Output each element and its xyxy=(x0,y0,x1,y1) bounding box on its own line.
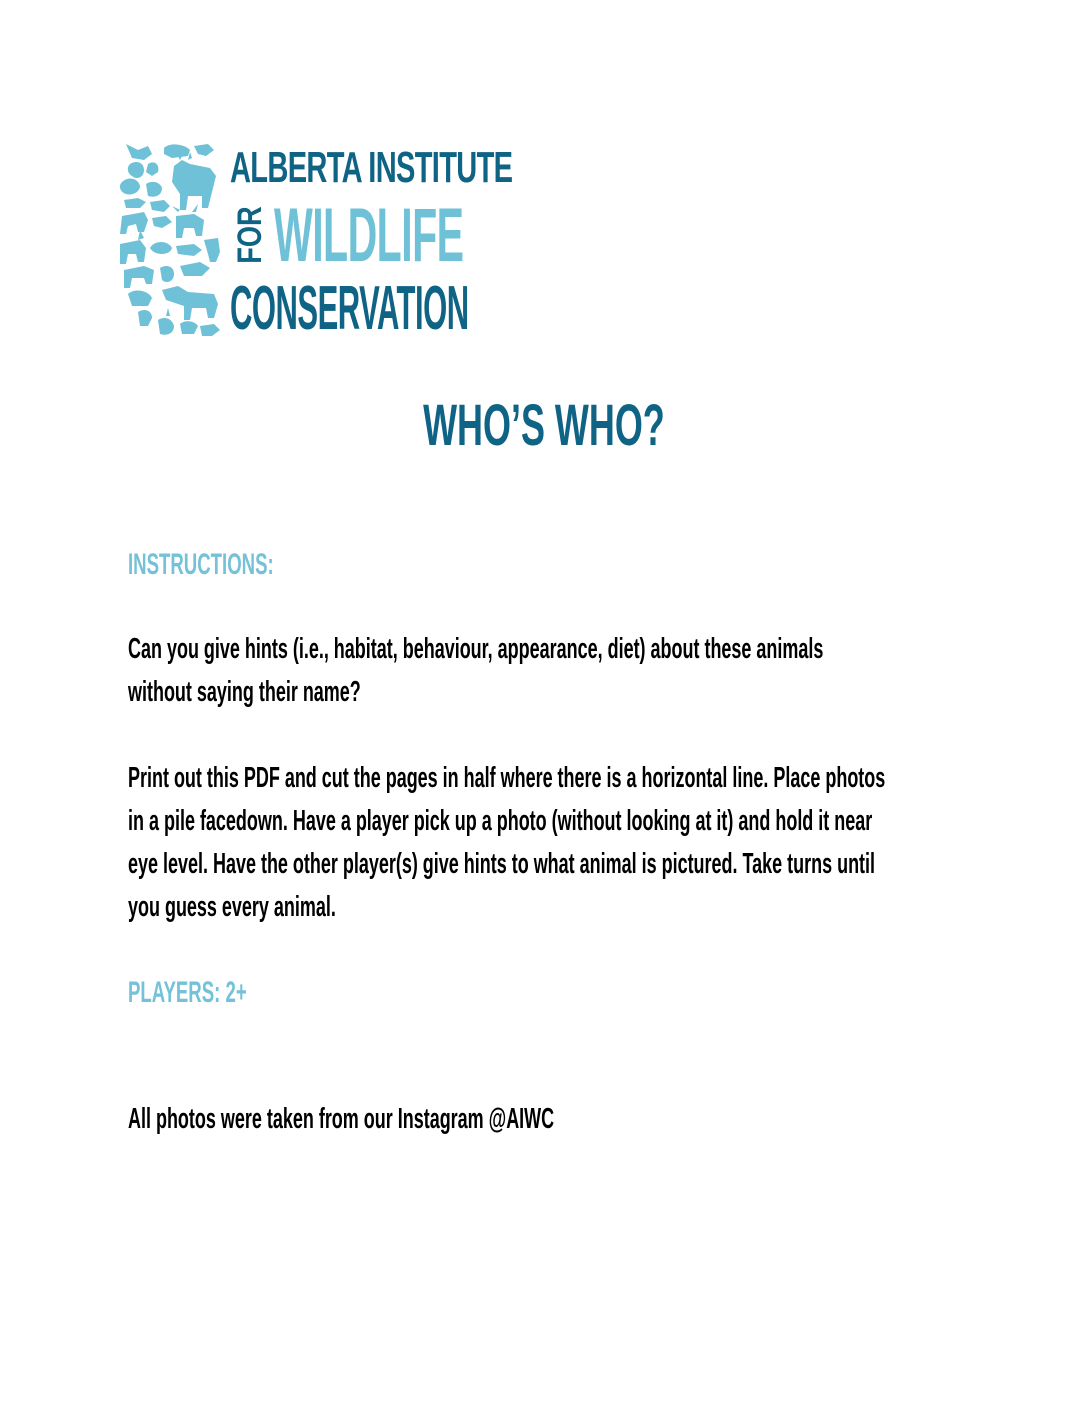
paragraph-line: in a pile facedown. Have a player pick up a photo (without looking at it) and hold it near xyxy=(128,805,873,837)
instructions-heading: INSTRUCTIONS: xyxy=(128,548,274,581)
paragraph-line: you guess every animal. xyxy=(128,891,336,923)
logo-line-conservation: CONSERVATION xyxy=(230,274,469,343)
logo-line-for xyxy=(232,202,272,272)
credit-text: All photos were taken from our Instagram @AIWC xyxy=(128,1103,555,1135)
page-title-text: WHO’S WHO? xyxy=(423,393,665,458)
instructions-paragraph-1 xyxy=(128,628,953,714)
animal-silhouettes-icon xyxy=(118,140,222,338)
credit-line xyxy=(128,1098,953,1141)
paragraph-line: eye level. Have the other player(s) give hints to what animal is pictured. Take turns until xyxy=(128,848,876,880)
logo-wordmark xyxy=(230,140,520,343)
page-title xyxy=(0,394,1088,458)
paragraph-line: Print out this PDF and cut the pages in half where there is a horizontal line. Place photos xyxy=(128,762,886,794)
paragraph-line: without saying their name? xyxy=(128,676,361,708)
aiwc-logo xyxy=(118,140,528,343)
logo-line-wildlife: WILDLIFE xyxy=(274,193,464,278)
instructions-paragraph-2 xyxy=(128,757,953,929)
paragraph-line: Can you give hints (i.e., habitat, behaviour, appearance, diet) about these animals xyxy=(128,633,824,665)
players-heading: PLAYERS: 2+ xyxy=(128,976,247,1009)
logo-for-text: FOR xyxy=(230,206,269,264)
logo-line-alberta-institute: ALBERTA INSTITUTE xyxy=(230,143,513,192)
